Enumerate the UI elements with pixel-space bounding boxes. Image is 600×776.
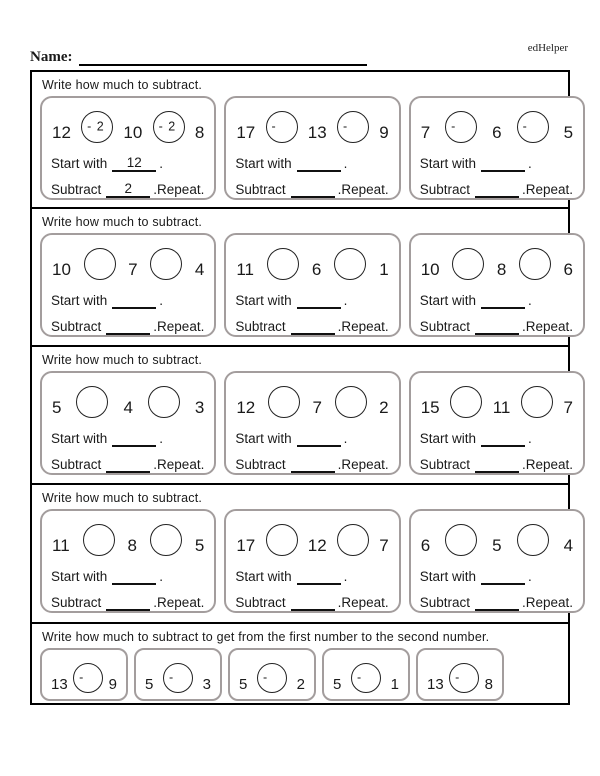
start-with-row	[235, 430, 389, 447]
subtract-row	[51, 594, 205, 611]
number-sequence	[420, 380, 574, 418]
section-1	[32, 72, 574, 209]
period: .	[343, 569, 348, 585]
period: .	[521, 457, 526, 473]
subtract-label: Subtract	[51, 595, 102, 611]
problem-box	[40, 96, 216, 200]
circle-value: - 2	[87, 119, 105, 134]
period: .	[153, 595, 158, 611]
problem-box	[409, 96, 585, 200]
start-with-row	[51, 430, 205, 447]
sequence-number: 11	[492, 398, 511, 417]
period: .	[527, 569, 532, 585]
subtract-label: Subtract	[235, 319, 286, 335]
subtract-amount-circle[interactable]	[84, 248, 116, 280]
problem-box	[40, 509, 216, 613]
subtract-blank[interactable]	[106, 594, 150, 611]
problem-box	[409, 233, 585, 337]
sequence-number: 1	[379, 260, 389, 279]
problem-box	[224, 371, 400, 475]
period: .	[337, 595, 342, 611]
period: .	[153, 319, 158, 335]
first-number: 13	[427, 676, 444, 693]
sequence-number: 13	[307, 123, 327, 142]
repeat-label: Repeat.	[341, 319, 389, 335]
subtract-amount-circle[interactable]	[267, 248, 299, 280]
period: .	[521, 319, 526, 335]
number-sequence	[235, 242, 389, 280]
subtract-label: Subtract	[235, 182, 286, 198]
subtract-amount-circle[interactable]	[150, 524, 182, 556]
circle-value: -	[79, 670, 85, 685]
sequence-number: 5	[194, 536, 205, 555]
subtract-pair-box	[134, 648, 222, 701]
subtract-amount-circle[interactable]	[268, 386, 300, 418]
section-4	[32, 485, 574, 624]
subtract-label: Subtract	[51, 182, 102, 198]
sequence-number: 4	[123, 398, 133, 417]
name-label: Name:	[30, 49, 73, 65]
start-with-blank[interactable]	[297, 292, 341, 309]
number-sequence	[420, 242, 574, 280]
subtract-pair-box	[40, 648, 128, 701]
circle-value: -	[169, 670, 175, 685]
subtract-row	[420, 456, 574, 473]
number-sequence	[51, 242, 205, 280]
period: .	[343, 293, 348, 309]
circle-value: -	[342, 119, 349, 134]
first-number: 5	[239, 676, 248, 693]
number-sequence	[51, 518, 205, 556]
repeat-label: Repeat.	[157, 319, 205, 335]
sequence-number: 11	[52, 536, 70, 555]
second-number: 2	[296, 676, 305, 693]
subtract-amount-circle[interactable]	[449, 663, 479, 693]
subtract-amount-circle[interactable]	[81, 111, 113, 143]
sequence-number: 7	[379, 536, 389, 555]
start-with-blank[interactable]	[481, 292, 525, 309]
start-with-row	[51, 292, 205, 309]
subtract-amount-circle[interactable]	[266, 111, 298, 143]
problem-box	[224, 509, 400, 613]
subtract-row	[51, 456, 205, 473]
sequence-number: 15	[420, 398, 440, 417]
period: .	[159, 156, 164, 172]
period: .	[159, 293, 164, 309]
subtract-row	[420, 594, 574, 611]
subtract-amount-circle[interactable]	[76, 386, 108, 418]
circle-value: -	[271, 119, 277, 134]
start-with-row	[420, 568, 574, 585]
start-with-blank[interactable]	[112, 155, 156, 172]
circle-value: -	[357, 670, 363, 685]
start-with-row	[420, 292, 574, 309]
second-number: 9	[108, 676, 117, 693]
subtract-blank[interactable]	[291, 318, 335, 335]
sequence-number: 9	[379, 123, 389, 142]
period: .	[527, 293, 532, 309]
circle-value: - 2	[158, 119, 177, 134]
subtract-pair-box	[416, 648, 504, 701]
subtract-amount-circle[interactable]	[83, 524, 115, 556]
subtract-blank[interactable]	[106, 181, 150, 198]
sequence-number: 8	[496, 260, 507, 279]
repeat-label: Repeat.	[525, 182, 574, 198]
start-with-label: Start with	[51, 569, 108, 585]
problem-row	[40, 509, 574, 613]
repeat-label: Repeat.	[525, 319, 574, 335]
subtract-amount-circle[interactable]	[450, 386, 482, 418]
start-with-label: Start with	[51, 431, 108, 447]
second-number: 3	[202, 676, 211, 693]
subtract-label: Subtract	[419, 319, 470, 335]
subtract-row	[51, 181, 205, 198]
number-sequence	[420, 105, 574, 143]
start-with-blank[interactable]	[481, 568, 525, 585]
sequence-number: 6	[563, 260, 573, 279]
subtract-label: Subtract	[419, 182, 470, 198]
sequence-number: 7	[420, 123, 431, 142]
subtract-amount-circle[interactable]	[517, 524, 549, 556]
section-5	[32, 624, 568, 703]
subtract-blank[interactable]	[106, 318, 150, 335]
section-instruction: Write how much to subtract.	[42, 78, 203, 92]
number-sequence	[235, 380, 389, 418]
subtract-amount-circle[interactable]	[334, 248, 366, 280]
subtract-row	[51, 318, 205, 335]
subtract-label: Subtract	[235, 595, 286, 611]
repeat-label: Repeat.	[157, 182, 205, 198]
start-with-row	[420, 155, 574, 172]
sequence-number: 5	[52, 398, 62, 417]
start-with-row	[235, 292, 389, 309]
subtract-amount-circle[interactable]	[445, 524, 477, 556]
first-number: 5	[145, 676, 154, 693]
period: .	[527, 431, 532, 447]
name-input-line[interactable]	[79, 50, 367, 66]
subtract-amount-circle[interactable]	[521, 386, 553, 418]
sequence-number: 10	[420, 260, 440, 279]
subtract-amount-circle[interactable]	[257, 663, 287, 693]
repeat-label: Repeat.	[341, 457, 389, 473]
subtract-amount-circle[interactable]	[519, 248, 551, 280]
sequence-number: 7	[312, 398, 322, 417]
first-number: 5	[333, 676, 342, 693]
subtract-blank[interactable]	[475, 181, 519, 198]
subtract-blank[interactable]	[475, 318, 519, 335]
period: .	[521, 595, 526, 611]
repeat-label: Repeat.	[341, 182, 389, 198]
subtract-amount-circle[interactable]	[266, 524, 298, 556]
circle-value: -	[522, 119, 528, 134]
period: .	[343, 431, 348, 447]
period: .	[343, 156, 348, 172]
subtract-blank[interactable]	[106, 456, 150, 473]
sequence-number: 5	[492, 536, 502, 555]
start-with-label: Start with	[235, 156, 292, 172]
subtract-row	[235, 594, 389, 611]
repeat-label: Repeat.	[341, 595, 389, 611]
subtract-amount-circle[interactable]	[452, 248, 484, 280]
section-2	[32, 209, 574, 347]
problem-box	[224, 233, 400, 337]
subtract-blank[interactable]	[291, 456, 335, 473]
start-with-blank[interactable]	[297, 568, 341, 585]
subtract-label: Subtract	[51, 457, 102, 473]
start-with-row	[51, 568, 205, 585]
subtract-amount-circle[interactable]	[163, 663, 193, 693]
sequence-number: 8	[194, 123, 205, 142]
period: .	[337, 319, 342, 335]
repeat-label: Repeat.	[157, 595, 205, 611]
start-with-row	[235, 155, 389, 172]
start-with-label: Start with	[235, 431, 292, 447]
subtract-amount-circle[interactable]	[153, 111, 185, 143]
period: .	[159, 569, 164, 585]
circle-value: -	[451, 119, 457, 134]
sequence-number: 10	[52, 260, 71, 279]
section-3	[32, 347, 574, 485]
number-sequence	[420, 518, 574, 556]
start-with-row	[51, 155, 205, 172]
start-with-label: Start with	[51, 293, 108, 309]
subtract-amount-circle[interactable]	[351, 663, 381, 693]
problem-row	[40, 371, 574, 475]
subtract-row	[420, 181, 574, 198]
sequence-number: 7	[563, 398, 573, 417]
section-instruction: Write how much to subtract.	[42, 491, 203, 505]
sequence-number: 11	[236, 260, 254, 279]
subtract-amount-circle[interactable]	[445, 111, 477, 143]
section-instruction: Write how much to subtract.	[42, 215, 203, 229]
subtract-amount-circle[interactable]	[517, 111, 549, 143]
subtract-row	[235, 456, 389, 473]
start-with-row	[235, 568, 389, 585]
period: .	[337, 457, 342, 473]
sequence-number: 4	[194, 260, 205, 279]
first-number: 13	[51, 676, 68, 693]
sequence-number: 17	[236, 123, 256, 142]
sequence-number: 6	[420, 536, 431, 555]
name-row	[30, 49, 367, 66]
number-sequence	[235, 518, 389, 556]
sequence-number: 17	[236, 536, 256, 555]
section-instruction: Write how much to subtract to get from the first number to the second number.	[42, 630, 490, 644]
start-with-blank[interactable]	[297, 430, 341, 447]
subtract-blank[interactable]	[291, 181, 335, 198]
sequence-number: 6	[492, 123, 502, 142]
problem-row	[40, 233, 574, 337]
problem-box	[40, 233, 216, 337]
subtract-row	[235, 318, 389, 335]
number-sequence	[51, 380, 205, 418]
subtract-amount-circle[interactable]	[148, 386, 180, 418]
period: .	[159, 431, 164, 447]
subtract-row	[235, 181, 389, 198]
problem-row	[40, 96, 574, 200]
start-with-label: Start with	[419, 293, 476, 309]
subtract-pair-box	[322, 648, 410, 701]
subtract-pair-box	[228, 648, 316, 701]
repeat-label: Repeat.	[525, 595, 574, 611]
sequence-number: 7	[128, 260, 138, 279]
start-with-label: Start with	[419, 569, 476, 585]
start-with-blank[interactable]	[481, 430, 525, 447]
repeat-label: Repeat.	[525, 457, 574, 473]
subtract-amount-circle[interactable]	[335, 386, 367, 418]
sequence-number: 10	[123, 123, 143, 142]
period: .	[153, 182, 158, 198]
start-with-answer: 12	[126, 154, 142, 170]
start-with-label: Start with	[235, 293, 292, 309]
start-with-label: Start with	[419, 431, 476, 447]
second-number: 8	[484, 676, 493, 693]
period: .	[521, 182, 526, 198]
second-number: 1	[390, 676, 399, 693]
number-sequence	[235, 105, 389, 143]
subtract-amount-circle[interactable]	[337, 524, 369, 556]
start-with-blank[interactable]	[112, 430, 156, 447]
problem-box	[40, 371, 216, 475]
subtract-label: Subtract	[51, 319, 102, 335]
circle-value: -	[263, 670, 269, 685]
subtract-amount-circle[interactable]	[150, 248, 182, 280]
period: .	[153, 457, 158, 473]
sequence-number: 5	[563, 123, 574, 142]
problem-box	[409, 371, 585, 475]
sequence-number: 3	[194, 398, 205, 417]
section-instruction: Write how much to subtract.	[42, 353, 203, 367]
start-with-label: Start with	[235, 569, 292, 585]
circle-value: -	[455, 670, 461, 685]
start-with-blank[interactable]	[297, 155, 341, 172]
sequence-number: 12	[52, 123, 71, 142]
sequence-number: 2	[379, 398, 389, 417]
problem-box	[409, 509, 585, 613]
worksheet-frame	[30, 70, 574, 705]
period: .	[337, 182, 342, 198]
pair-problem-row	[40, 648, 562, 701]
subtract-amount-circle[interactable]	[73, 663, 103, 693]
subtract-blank[interactable]	[475, 594, 519, 611]
sequence-number: 12	[236, 398, 256, 417]
subtract-label: Subtract	[235, 457, 286, 473]
subtract-row	[420, 318, 574, 335]
sequence-number: 12	[307, 536, 327, 555]
repeat-label: Repeat.	[157, 457, 205, 473]
start-with-blank[interactable]	[112, 568, 156, 585]
number-sequence	[51, 105, 205, 143]
sequence-number: 6	[311, 260, 322, 279]
period: .	[527, 156, 532, 172]
sequence-number: 4	[563, 536, 574, 555]
sequence-number: 8	[127, 536, 137, 555]
start-with-row	[420, 430, 574, 447]
start-with-blank[interactable]	[112, 292, 156, 309]
subtract-blank[interactable]	[291, 594, 335, 611]
subtract-label: Subtract	[419, 595, 470, 611]
subtract-blank[interactable]	[475, 456, 519, 473]
start-with-label: Start with	[419, 156, 476, 172]
subtract-label: Subtract	[419, 457, 470, 473]
start-with-blank[interactable]	[481, 155, 525, 172]
subtract-answer: 2	[124, 180, 133, 196]
problem-box	[224, 96, 400, 200]
subtract-amount-circle[interactable]	[337, 111, 369, 143]
start-with-label: Start with	[51, 156, 108, 172]
brand-logo: edHelper	[527, 42, 568, 54]
